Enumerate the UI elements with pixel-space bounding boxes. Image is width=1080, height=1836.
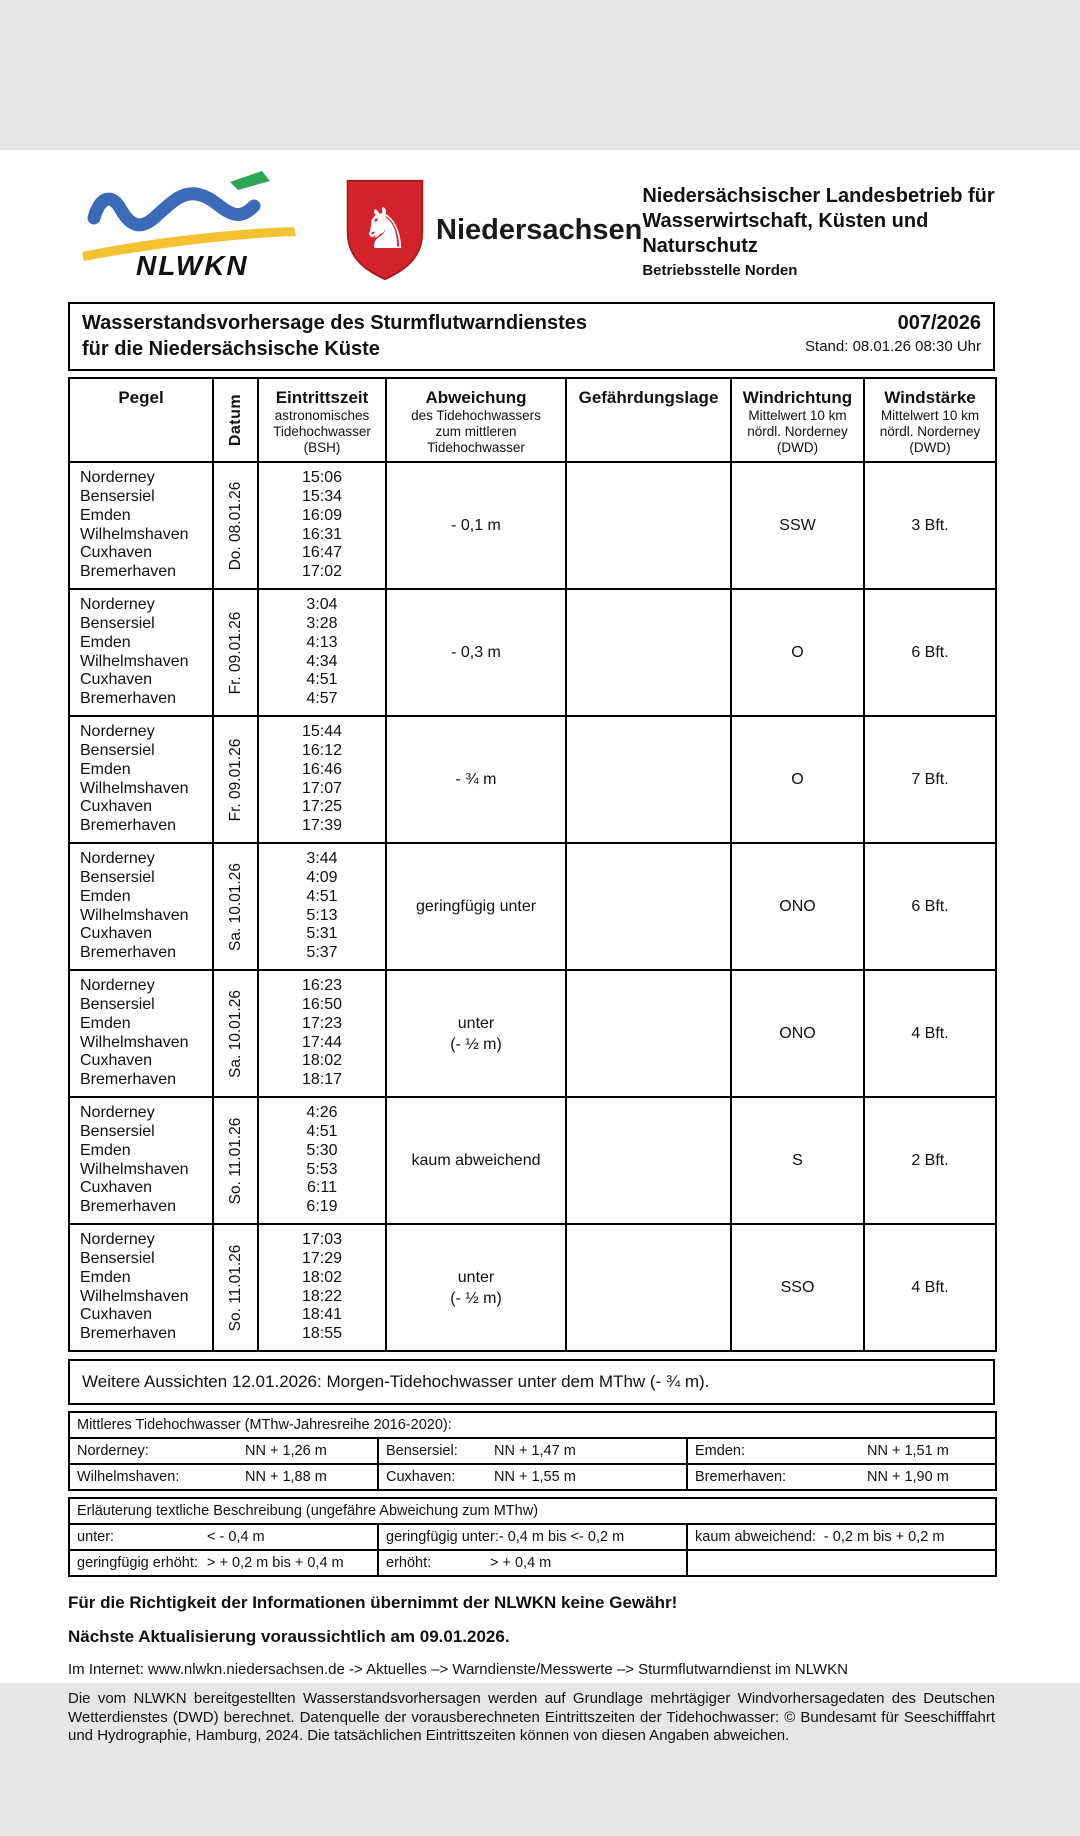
pegel-name: Emden [80, 887, 131, 905]
windrichtung-cell: ONO [731, 843, 864, 970]
table-row [69, 589, 996, 716]
pegel-name: Emden [80, 760, 131, 778]
windstaerke-cell: 3 Bft. [864, 462, 996, 589]
legend-label: unter: [77, 1529, 115, 1545]
col-header-windstaerke: Windstärke Mittelwert 10 km nördl. Norderney (DWD) [864, 378, 996, 462]
pegel-name: Norderney [80, 976, 155, 994]
legend-label: geringfügig unter: [386, 1529, 499, 1545]
pegel-name: Norderney [80, 468, 155, 486]
page-title-line1: Wasserstandsvorhersage des Sturmflutwarndienstes [82, 312, 587, 334]
time-value: 6:19 [306, 1198, 338, 1216]
pegel-name: Bremerhaven [80, 944, 177, 962]
title-box [68, 302, 995, 371]
col-header-pegel: Pegel [69, 378, 213, 462]
time-value: 17:29 [301, 1249, 343, 1267]
document-header [68, 166, 995, 296]
times-cell [258, 843, 386, 970]
pegel-name: Norderney [80, 1230, 155, 1248]
abweichung-cell: unter (- ½ m) [386, 1224, 566, 1351]
time-value: 4:51 [306, 1122, 338, 1140]
legend-row [69, 1550, 996, 1576]
mthw-table [68, 1411, 997, 1491]
windstaerke-cell: 2 Bft. [864, 1097, 996, 1224]
pegel-name: Bensersiel [80, 487, 155, 505]
windrichtung-cell: ONO [731, 970, 864, 1097]
time-value: 16:50 [301, 995, 343, 1013]
table-row [69, 1224, 996, 1351]
time-value: 4:57 [306, 690, 338, 708]
datum-label: Fr. 09.01.26 [226, 738, 244, 821]
time-value: 18:02 [301, 1268, 343, 1286]
gefaehrdungslage-cell [566, 843, 731, 970]
abweichung-cell: geringfügig unter [386, 843, 566, 970]
legend-value: > + 0,4 m [490, 1555, 552, 1571]
pegel-name: Norderney [80, 722, 155, 740]
mthw-label: Bremerhaven: [695, 1469, 787, 1485]
time-value: 5:31 [306, 925, 338, 943]
pegel-name: Wilhelmshaven [80, 525, 189, 543]
niedersachsen-coat [344, 178, 642, 282]
time-value: 18:02 [301, 1052, 343, 1070]
pegel-name: Emden [80, 1014, 131, 1032]
windstaerke-cell: 6 Bft. [864, 589, 996, 716]
nlwkn-logo-text: NLWKN [136, 250, 249, 281]
time-value: 16:09 [301, 506, 343, 524]
outlook-box: Weitere Aussichten 12.01.2026: Morgen-Tidehochwasser unter dem MThw (- ¾ m). [68, 1359, 995, 1405]
time-value: 17:23 [301, 1014, 343, 1032]
mthw-value: NN + 1,55 m [494, 1469, 576, 1485]
time-value: 15:34 [301, 487, 343, 505]
windrichtung-cell: S [731, 1097, 864, 1224]
nlwkn-logo [80, 166, 330, 286]
pegel-name: Bremerhaven [80, 563, 177, 581]
time-value: 17:02 [301, 563, 343, 581]
pegel-name: Norderney [80, 1103, 155, 1121]
organization-block [642, 184, 995, 279]
time-value: 17:44 [301, 1033, 343, 1051]
gefaehrdungslage-cell [566, 1224, 731, 1351]
windrichtung-cell: SSW [731, 462, 864, 589]
legend-table [68, 1497, 997, 1577]
abweichung-cell: - 0,1 m [386, 462, 566, 589]
pegel-name: Bensersiel [80, 741, 155, 759]
datum-label: Sa. 10.01.26 [226, 989, 244, 1078]
pegel-cell [69, 1097, 213, 1224]
pegel-name: Bremerhaven [80, 1198, 177, 1216]
windstaerke-cell: 6 Bft. [864, 843, 996, 970]
legend-value: - 0,2 m bis + 0,2 m [823, 1529, 945, 1545]
abweichung-cell: unter (- ½ m) [386, 970, 566, 1097]
pegel-name: Norderney [80, 849, 155, 867]
datum-label: Do. 08.01.26 [226, 481, 244, 570]
pegel-cell [69, 843, 213, 970]
time-value: 18:55 [301, 1325, 343, 1343]
pegel-name: Bensersiel [80, 614, 155, 632]
gefaehrdungslage-cell [566, 589, 731, 716]
time-value: 5:37 [306, 944, 338, 962]
time-value: 16:47 [301, 544, 343, 562]
col-header-gefaehrdungslage: Gefährdungslage [566, 378, 731, 462]
datum-cell [213, 462, 258, 589]
document-page [0, 150, 1080, 1744]
time-value: 5:30 [306, 1141, 338, 1159]
pegel-name: Norderney [80, 595, 155, 613]
abweichung-cell: - ¾ m [386, 716, 566, 843]
pegel-name: Wilhelmshaven [80, 1160, 189, 1178]
mthw-value: NN + 1,88 m [245, 1469, 327, 1485]
table-row [69, 1097, 996, 1224]
times-cell [258, 462, 386, 589]
source-paragraph: Die vom NLWKN bereitgestellten Wasserstandsvorhersagen werden auf Grundlage mehrtägiger Windvorhersagedaten des Deutschen Wetterdienstes (DWD) berechnet. Datenquelle der vorausberechneten Eintrittszeiten der Tidehochwasser: © Bundesamt für Seeschifffahrt und Hydrographie, Hamburg, 2024. Die tatsächlichen Eintrittszeiten können von diesen Angaben abweichen. [68, 1690, 995, 1744]
gefaehrdungslage-cell [566, 1097, 731, 1224]
mthw-label: Bensersiel: [386, 1443, 458, 1459]
gefaehrdungslage-cell [566, 716, 731, 843]
mthw-value: NN + 1,26 m [245, 1443, 327, 1459]
col-header-abweichung: Abweichung des Tidehochwassers zum mittleren Tidehochwasser [386, 378, 566, 462]
datum-label: So. 11.01.26 [226, 1117, 244, 1204]
pegel-name: Bremerhaven [80, 817, 177, 835]
pegel-name: Emden [80, 633, 131, 651]
datum-cell [213, 843, 258, 970]
legend-row [69, 1524, 996, 1550]
mthw-value: NN + 1,47 m [494, 1443, 576, 1459]
windrichtung-cell: O [731, 716, 864, 843]
gefaehrdungslage-cell [566, 970, 731, 1097]
pegel-cell [69, 462, 213, 589]
pegel-name: Bensersiel [80, 1122, 155, 1140]
pegel-name: Bensersiel [80, 995, 155, 1013]
pegel-name: Wilhelmshaven [80, 1287, 189, 1305]
pegel-name: Emden [80, 506, 131, 524]
time-value: 16:23 [301, 976, 343, 994]
table-row [69, 970, 996, 1097]
time-value: 17:07 [301, 779, 343, 797]
datum-label: So. 11.01.26 [226, 1244, 244, 1331]
mthw-row [69, 1438, 996, 1464]
time-value: 6:11 [307, 1179, 337, 1197]
time-value: 4:09 [306, 868, 338, 886]
datum-cell [213, 970, 258, 1097]
time-value: 4:13 [306, 633, 338, 651]
page-title-line2: für die Niedersächsische Küste [82, 338, 380, 360]
pegel-name: Emden [80, 1268, 131, 1286]
table-row [69, 843, 996, 970]
pegel-name: Cuxhaven [80, 671, 153, 689]
legend-value: - 0,4 m bis <- 0,2 m [498, 1529, 625, 1545]
pegel-cell [69, 970, 213, 1097]
org-line3: Betriebsstelle Norden [642, 262, 798, 279]
col-header-datum: Datum [213, 378, 258, 462]
disclaimer-text: Für die Richtigkeit der Informationen übernimmt der NLWKN keine Gewähr! [68, 1593, 678, 1612]
col-header-eintrittszeit: Eintrittszeit astronomisches Tidehochwasser (BSH) [258, 378, 386, 462]
legend-caption-row [69, 1498, 996, 1524]
mthw-caption: Mittleres Tidehochwasser (MThw-Jahresreihe 2016-2020): [69, 1412, 996, 1438]
time-value: 18:41 [301, 1306, 343, 1324]
mthw-label: Emden: [695, 1443, 745, 1459]
horse-icon: ♞ [359, 197, 411, 261]
windrichtung-cell: O [731, 589, 864, 716]
time-value: 16:46 [301, 760, 343, 778]
times-cell [258, 1224, 386, 1351]
time-value: 15:44 [301, 722, 343, 740]
document-number: 007/2026 [897, 312, 981, 334]
time-value: 18:22 [301, 1287, 343, 1305]
table-header-row [69, 378, 996, 462]
datum-cell [213, 716, 258, 843]
time-value: 17:03 [301, 1230, 343, 1248]
horse-shield-icon [344, 178, 426, 282]
time-value: 17:25 [301, 798, 343, 816]
windrichtung-cell: SSO [731, 1224, 864, 1351]
legend-label: erhöht: [386, 1555, 432, 1571]
pegel-name: Cuxhaven [80, 1052, 153, 1070]
times-cell [258, 589, 386, 716]
time-value: 5:13 [306, 906, 338, 924]
mthw-label: Norderney: [77, 1443, 149, 1459]
status-timestamp: Stand: 08.01.26 08:30 Uhr [805, 338, 981, 355]
mthw-row [69, 1464, 996, 1490]
windstaerke-cell: 7 Bft. [864, 716, 996, 843]
time-value: 4:26 [306, 1103, 338, 1121]
pegel-cell [69, 716, 213, 843]
time-value: 3:44 [306, 849, 338, 867]
pegel-name: Wilhelmshaven [80, 652, 189, 670]
pegel-name: Bensersiel [80, 1249, 155, 1267]
next-update-text: Nächste Aktualisierung voraussichtlich am 09.01.2026. [68, 1627, 510, 1646]
abweichung-cell: - 0,3 m [386, 589, 566, 716]
mthw-caption-row [69, 1412, 996, 1438]
pegel-name: Wilhelmshaven [80, 1033, 189, 1051]
pegel-name: Cuxhaven [80, 798, 153, 816]
legend-value: < - 0,4 m [207, 1529, 265, 1545]
pegel-name: Cuxhaven [80, 1306, 153, 1324]
abweichung-cell: kaum abweichend [386, 1097, 566, 1224]
time-value: 16:12 [301, 741, 343, 759]
pegel-cell [69, 1224, 213, 1351]
coat-label: Niedersachsen [436, 213, 643, 246]
org-line1: Niedersächsischer Landesbetrieb für [642, 185, 995, 207]
time-value: 18:17 [301, 1071, 343, 1089]
datum-label: Fr. 09.01.26 [226, 611, 244, 694]
time-value: 4:51 [306, 671, 338, 689]
mthw-label: Cuxhaven: [386, 1469, 456, 1485]
time-value: 5:53 [306, 1160, 338, 1178]
pegel-name: Cuxhaven [80, 1179, 153, 1197]
pegel-name: Wilhelmshaven [80, 906, 189, 924]
times-cell [258, 1097, 386, 1224]
pegel-name: Cuxhaven [80, 925, 153, 943]
datum-cell [213, 1224, 258, 1351]
time-value: 4:34 [306, 652, 338, 670]
org-line2: Wasserwirtschaft, Küsten und Naturschutz [642, 210, 929, 257]
table-row [69, 716, 996, 843]
legend-label: geringfügig erhöht: [77, 1555, 198, 1571]
legend-value: > + 0,2 m bis + 0,4 m [207, 1555, 344, 1571]
pegel-name: Cuxhaven [80, 544, 153, 562]
windstaerke-cell: 4 Bft. [864, 970, 996, 1097]
time-value: 17:39 [301, 817, 343, 835]
pegel-name: Bremerhaven [80, 1325, 177, 1343]
windstaerke-cell: 4 Bft. [864, 1224, 996, 1351]
datum-cell [213, 589, 258, 716]
pegel-name: Emden [80, 1141, 131, 1159]
time-value: 3:28 [306, 614, 338, 632]
time-value: 3:04 [306, 595, 338, 613]
time-value: 16:31 [301, 525, 343, 543]
pegel-name: Bensersiel [80, 868, 155, 886]
times-cell [258, 716, 386, 843]
time-value: 4:51 [306, 887, 338, 905]
pegel-cell [69, 589, 213, 716]
datum-label: Sa. 10.01.26 [226, 862, 244, 951]
table-row [69, 462, 996, 589]
time-value: 15:06 [301, 468, 343, 486]
mthw-value: NN + 1,90 m [867, 1469, 949, 1485]
mthw-value: NN + 1,51 m [867, 1443, 949, 1459]
pegel-name: Wilhelmshaven [80, 779, 189, 797]
forecast-table [68, 377, 997, 1352]
col-header-windrichtung: Windrichtung Mittelwert 10 km nördl. Norderney (DWD) [731, 378, 864, 462]
mthw-label: Wilhelmshaven: [77, 1469, 180, 1485]
gefaehrdungslage-cell [566, 462, 731, 589]
legend-caption: Erläuterung textliche Beschreibung (ungefähre Abweichung zum MThw) [69, 1498, 996, 1524]
times-cell [258, 970, 386, 1097]
internet-line: Im Internet: www.nlwkn.niedersachsen.de -> Aktuelles –> Warndienste/Messwerte –> Sturmflutwarndienst im NLWKN [68, 1661, 848, 1678]
pegel-name: Bremerhaven [80, 690, 177, 708]
pegel-name: Bremerhaven [80, 1071, 177, 1089]
datum-cell [213, 1097, 258, 1224]
legend-label: kaum abweichend: [695, 1529, 816, 1545]
